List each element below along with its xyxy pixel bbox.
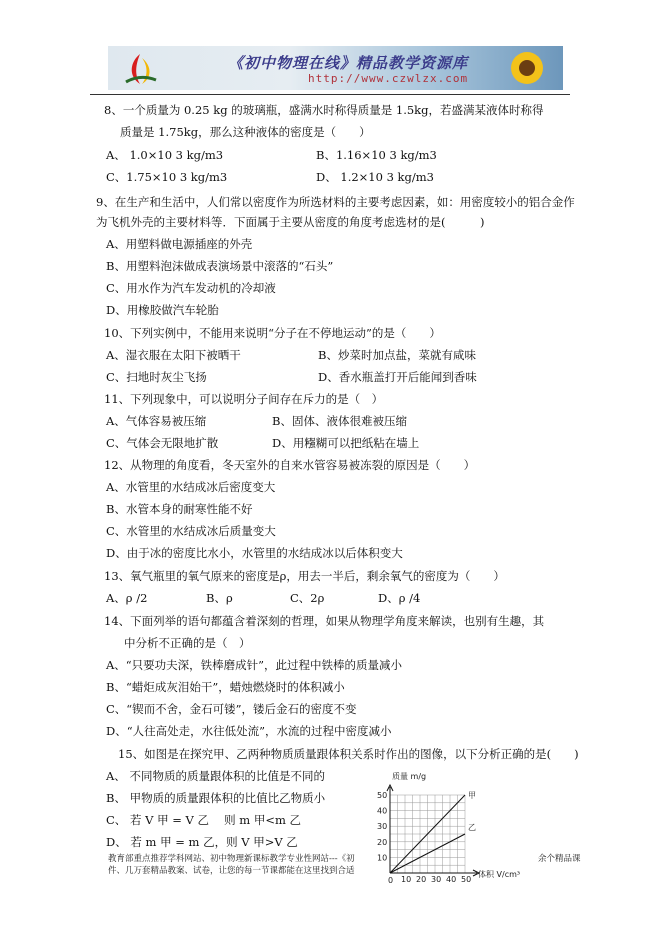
site-logo-icon xyxy=(122,52,158,86)
q12-stem: 12、从物理的角度看，冬天室外的自来水管容易被冻裂的原因是（ ） xyxy=(104,458,476,472)
q8-option-a: A、 1.0×10 3 kg/m3 xyxy=(106,148,224,162)
q8-option-b: B、1.16×10 3 kg/m3 xyxy=(316,148,437,162)
q11-option-d: D、用糨糊可以把纸粘在墙上 xyxy=(272,436,420,450)
q15-stem: 15、如图是在探究甲、乙两种物质质量跟体积关系时作出的图像，以下分析正确的是( ) xyxy=(118,747,579,761)
sunflower-icon xyxy=(497,48,557,88)
q10-option-b: B、炒菜时加点盐，菜就有咸味 xyxy=(318,348,476,362)
q14-stem: 14、下面列举的语句都蕴含着深刻的哲理，如果从物理学角度来解读，也别有生趣，其 xyxy=(104,614,545,628)
series-label-1: 甲 xyxy=(468,791,476,800)
series-label-2: 乙 xyxy=(468,823,476,832)
banner-url[interactable]: http://www.czwlzx.com xyxy=(308,72,469,85)
q15-option-b: B、 甲物质的质量跟体积的比值比乙物质小 xyxy=(106,791,326,805)
q10-option-a: A、湿衣服在太阳下被晒干 xyxy=(106,348,241,362)
q12-option-b: B、水管本身的耐寒性能不好 xyxy=(106,502,253,516)
q9-stem-cont: 为飞机外壳的主要材料等．下面属于主要从密度的角度考虑选材的是( ) xyxy=(96,215,485,229)
footer-line-1: 教育部重点推荐学科网站、初中物理新课标教学专业性网站---《初 xyxy=(108,854,355,864)
q10-option-d: D、香水瓶盖打开后能闻到香味 xyxy=(318,370,477,384)
q9-option-b: B、用塑料泡沫做成表演场景中滚落的“石头” xyxy=(106,259,334,273)
y-tick-label: 20 xyxy=(377,837,388,847)
q13-option-b: B、ρ xyxy=(206,591,233,605)
chart-x-label: 体积 V/cm³ xyxy=(478,870,521,879)
q8-stem: 8、一个质量为 0.25 kg 的玻璃瓶，盛满水时称得质量是 1.5kg，若盛满某液体时称得 xyxy=(104,103,544,117)
q14-option-b: B、“蜡炬成灰泪始干”，蜡烛燃烧时的体积减小 xyxy=(106,680,345,694)
footer-right: 余个精品课 xyxy=(538,854,581,864)
q11-option-a: A、气体容易被压缩 xyxy=(106,414,207,428)
y-tick-label: 50 xyxy=(377,791,388,800)
y-tick-label: 40 xyxy=(377,806,388,816)
header-banner xyxy=(108,46,563,90)
footer-line-2: 件、几万套精品教案、试卷，让您的每一节课都能在这里找到合适 xyxy=(108,866,355,876)
y-tick-label: 30 xyxy=(377,822,388,832)
q9-option-d: D、用橡胶做汽车轮胎 xyxy=(106,303,219,317)
q8-stem-cont: 质量是 1.75kg，那么这种液体的密度是（ ） xyxy=(120,125,371,139)
q9-stem: 9、在生产和生活中，人们常以密度作为所选材料的主要考虑因素，如：用密度较小的铝合金作 xyxy=(96,195,575,209)
chart-origin-label: 0 xyxy=(388,876,394,885)
x-tick-label: 30 xyxy=(431,875,442,884)
q15-option-c: C、 若 V 甲 = V 乙 则 m 甲<m 乙 xyxy=(106,813,302,827)
q13-option-a: A、ρ /2 xyxy=(106,591,148,605)
q15-option-a: A、 不同物质的质量跟体积的比值是不同的 xyxy=(106,769,325,783)
q8-option-c: C、1.75×10 3 kg/m3 xyxy=(106,170,228,184)
header-rule xyxy=(90,94,570,95)
q14-stem-cont: 中分析不正确的是（ ） xyxy=(124,636,251,650)
q12-option-c: C、水管里的水结成冰后质量变大 xyxy=(106,524,276,538)
x-tick-label: 40 xyxy=(446,875,457,884)
q10-option-c: C、扫地时灰尘飞扬 xyxy=(106,370,207,384)
q14-option-a: A、“只要功夫深，铁棒磨成针”，此过程中铁棒的质量减小 xyxy=(106,658,403,672)
q13-option-c: C、2ρ xyxy=(290,591,325,605)
y-tick-label: 10 xyxy=(377,853,388,863)
q13-option-d: D、ρ /4 xyxy=(378,591,421,605)
q14-option-d: D、“人往高处走，水往低处流”，水流的过程中密度减小 xyxy=(106,724,392,738)
q8-option-d: D、 1.2×10 3 kg/m3 xyxy=(316,170,434,184)
q11-stem: 11、下列现象中，可以说明分子间存在斥力的是（ ） xyxy=(104,392,384,406)
q12-option-a: A、水管里的水结成冰后密度变大 xyxy=(106,480,276,494)
x-tick-label: 20 xyxy=(416,875,427,884)
q9-option-a: A、用塑料做电源插座的外壳 xyxy=(106,237,253,251)
banner-title: 《初中物理在线》精品教学资源库 xyxy=(228,54,469,72)
q10-stem: 10、下列实例中，不能用来说明“分子在不停地运动”的是（ ） xyxy=(104,326,441,340)
q15-option-d: D、 若 m 甲 = m 乙，则 V 甲>V 乙 xyxy=(106,835,298,849)
footer xyxy=(108,853,581,877)
q14-option-c: C、“锲而不舍，金石可镂”，镂后金石的密度不变 xyxy=(106,702,357,716)
q13-stem: 13、氧气瓶里的氧气原来的密度是ρ，用去一半后，剩余氧气的密度为（ ） xyxy=(104,569,505,583)
q9-option-c: C、用水作为汽车发动机的冷却液 xyxy=(106,281,276,295)
q11-option-b: B、固体、液体很难被压缩 xyxy=(272,414,407,428)
x-tick-label: 50 xyxy=(461,875,472,884)
q12-option-d: D、由于冰的密度比水小，水管里的水结成冰以后体积变大 xyxy=(106,546,403,560)
chart-y-label: 质量 m/g xyxy=(392,772,427,781)
x-tick-label: 10 xyxy=(401,875,412,884)
q11-option-c: C、气体会无限地扩散 xyxy=(106,436,219,450)
